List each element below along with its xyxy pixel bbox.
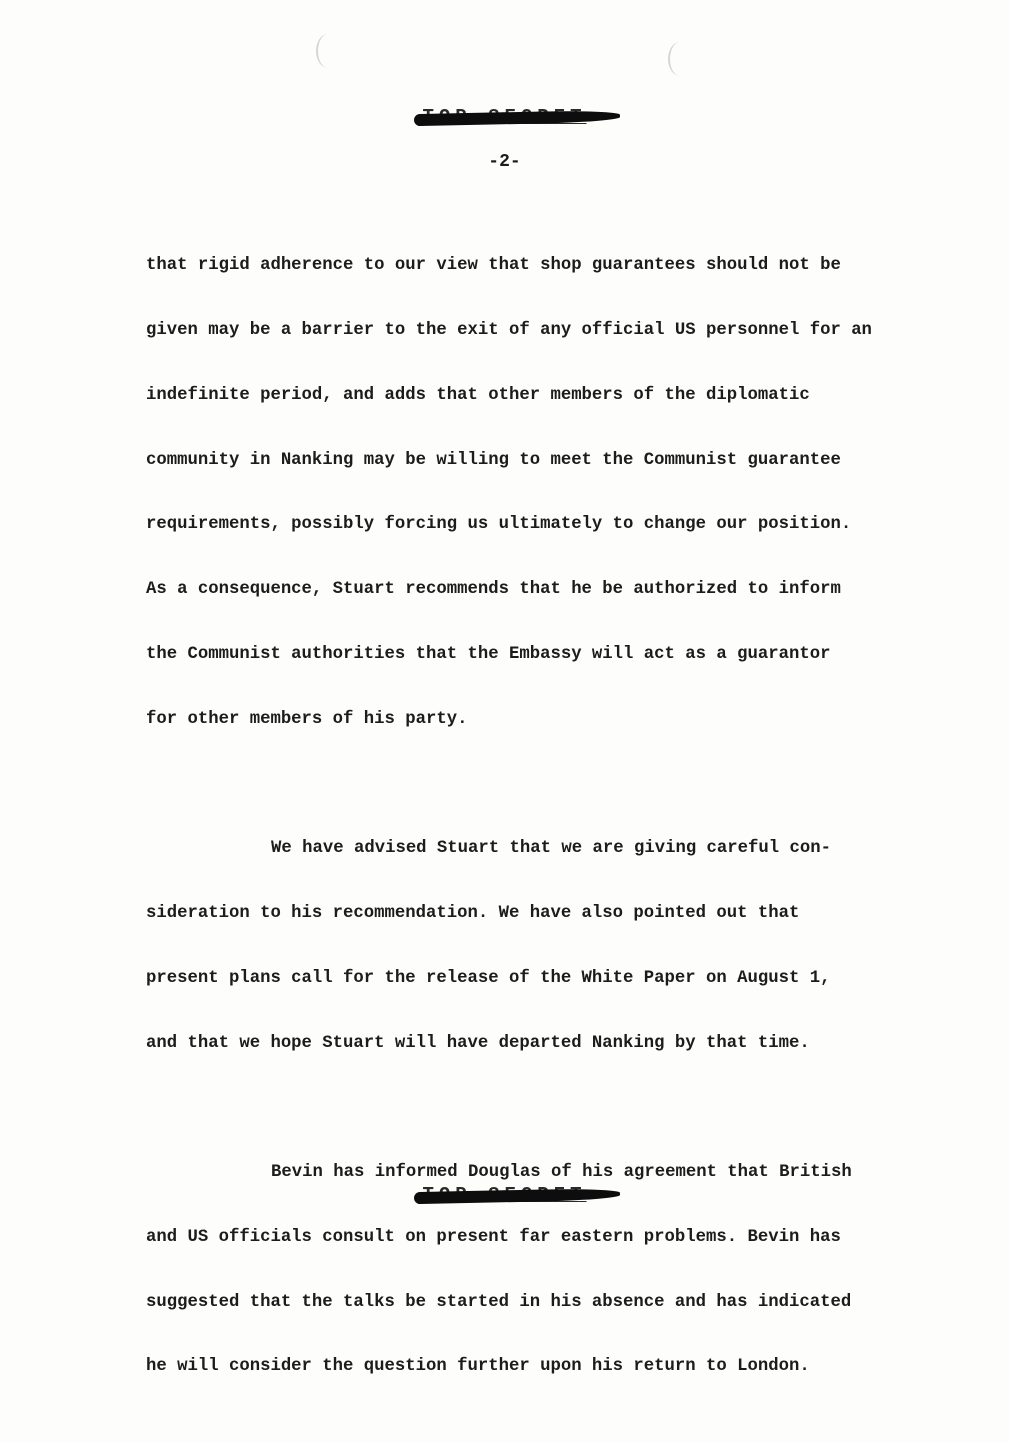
paragraph-line: community in Nanking may be willing to meet the Communist guarantee bbox=[146, 450, 841, 470]
page-number: -2- bbox=[488, 152, 521, 172]
paragraph-line: for other members of his party. bbox=[146, 709, 468, 729]
classification-header bbox=[0, 106, 1009, 128]
paragraph-line: Bevin has informed Douglas of his agreement that British bbox=[271, 1163, 852, 1183]
paragraph-line: he will consider the question further upon his return to London. bbox=[146, 1357, 810, 1377]
paragraph-line: requirements, possibly forcing us ultimately to change our position. bbox=[146, 515, 852, 535]
classification-header-label bbox=[418, 106, 590, 128]
paragraph-line: indefinite period, and adds that other members of the diplomatic bbox=[146, 385, 810, 405]
paragraph-line: that rigid adherence to our view that shop guarantees should not be bbox=[146, 256, 841, 276]
paragraph-2 bbox=[146, 795, 946, 1097]
classification-footer-label bbox=[418, 1184, 590, 1206]
paragraph-line: and US officials consult on present far eastern problems. Bevin has bbox=[146, 1227, 841, 1247]
document-body bbox=[146, 212, 946, 1443]
paragraph-3 bbox=[146, 1119, 946, 1421]
punch-hole-left bbox=[316, 34, 340, 68]
paragraph-line: and that we hope Stuart will have departed Nanking by that time. bbox=[146, 1033, 810, 1053]
paragraph-line: sideration to his recommendation. We have also pointed out that bbox=[146, 904, 800, 923]
paragraph-line: We have advised Stuart that we are giving careful con- bbox=[271, 839, 832, 859]
paragraph-1 bbox=[146, 212, 946, 773]
paragraph-line: present plans call for the release of the White Paper on August 1, bbox=[146, 968, 831, 988]
punch-hole-right bbox=[668, 42, 692, 76]
paragraph-line: the Communist authorities that the Embassy will act as a guarantor bbox=[146, 644, 831, 664]
paragraph-line: given may be a barrier to the exit of any official US personnel for an bbox=[146, 320, 872, 340]
paragraph-line: As a consequence, Stuart recommends that he be authorized to inform bbox=[146, 580, 841, 600]
classification-footer bbox=[0, 1184, 1009, 1206]
paragraph-line: suggested that the talks be started in his absence and has indicated bbox=[146, 1292, 852, 1312]
